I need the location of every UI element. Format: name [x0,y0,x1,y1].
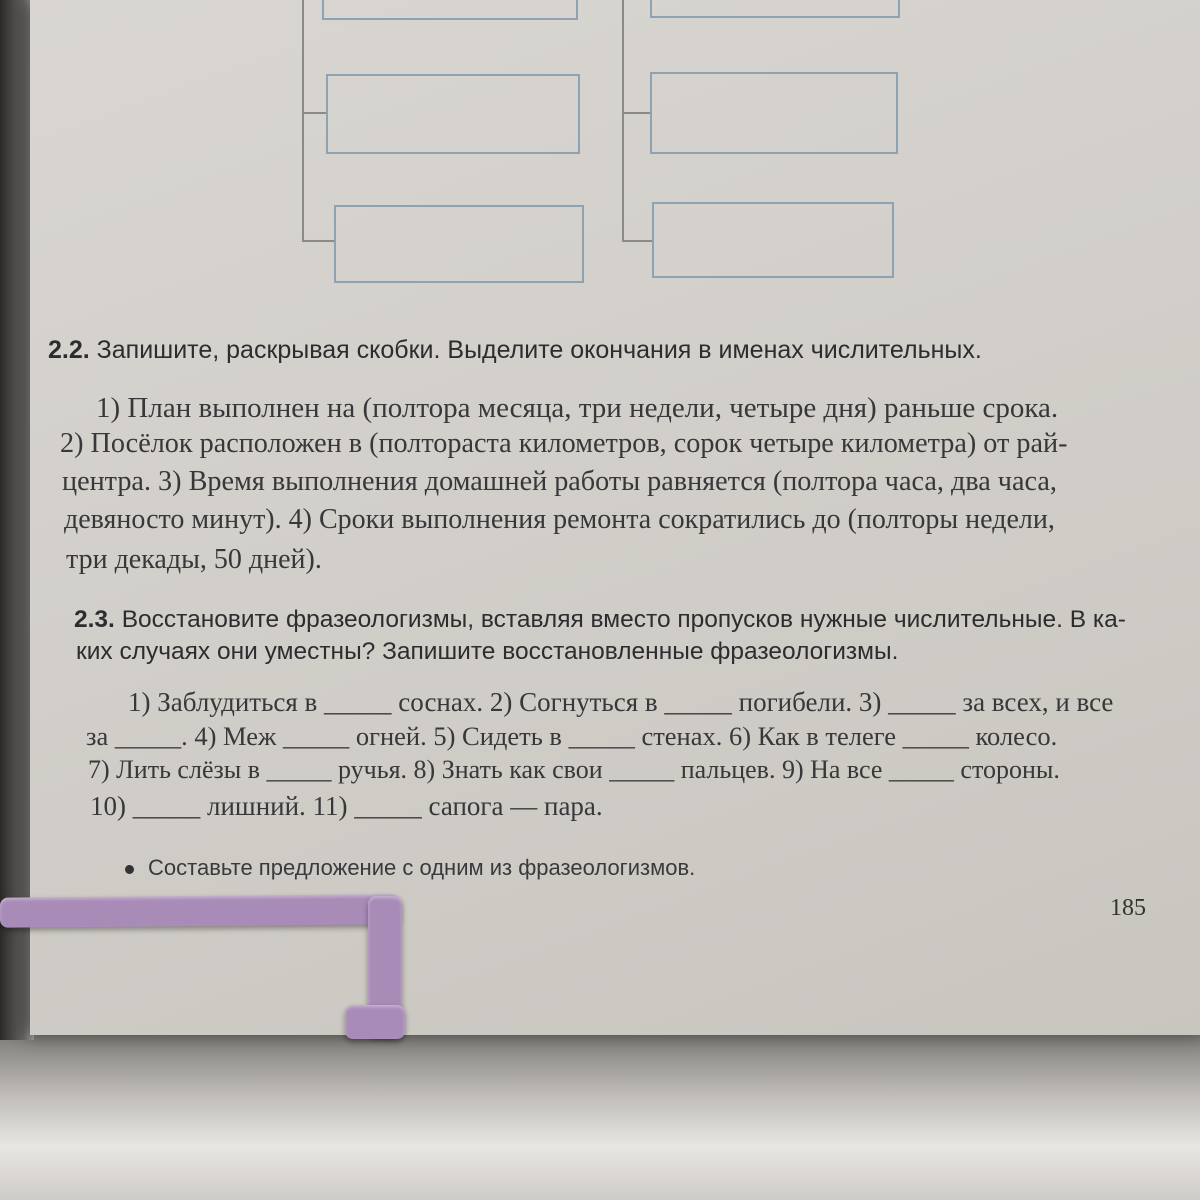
scheme-box [652,202,894,278]
marble-surface [0,1020,1200,1200]
task-2-3-line: 10) _____ лишний. 11) _____ сапога — пара. [90,791,603,821]
clip-top-bar [0,894,400,927]
task-2-2-line: 2) Посёлок расположен в (полтораста километров, сорок четыре километра) от рай- [60,428,1068,459]
scheme-left-branch-2 [302,240,336,242]
scheme-box [650,0,900,18]
scheme-box [650,72,898,154]
scheme-right-branch-1 [622,112,650,114]
task-number: 2.2. [48,336,90,364]
task-2-2-line: девяносто минут). 4) Сроки выполнения ремонта сократились до (полторы недели, [64,504,1055,535]
scheme-left-branch-1 [302,112,328,114]
task-2-2-line: три декады, 50 дней). [66,544,322,575]
scheme-box [334,205,584,283]
task-instruction: Восстановите фразеологизмы, вставляя вместо пропусков нужные числительные. В ка- [121,606,1126,633]
task-2-2-line: центра. 3) Время выполнения домашней работы равняется (полтора часа, два часа, [62,466,1057,497]
task-2-3-heading [74,606,1126,634]
task-2-3-line: 1) Заблудиться в _____ соснах. 2) Согнуться в _____ погибели. 3) _____ за всех, и все [128,687,1114,717]
scheme-right-branch-2 [622,240,652,242]
bullet-text: Составьте предложение с одним из фразеологизмов. [148,855,696,880]
scheme-box [322,0,578,20]
task-2-2-line: 1) План выполнен на (полтора месяца, три недели, четыре дня) раньше срока. [96,392,1059,424]
scheme-diagram [0,0,1200,300]
scheme-box [326,74,580,154]
bullet-dot-icon [125,865,134,874]
clip-inner-arm [345,1005,405,1039]
task-2-3-line: за _____. 4) Меж _____ огней. 5) Сидеть в _____ стенах. 6) Как в телеге _____ колесо. [86,721,1058,751]
scheme-right-trunk [622,0,624,240]
task-instruction: Запишите, раскрывая скобки. Выделите окончания в именах числительных. [96,336,982,364]
task-2-3-line: 7) Лить слёзы в _____ ручья. 8) Знать как свои _____ пальцев. 9) На все _____ стороны. [88,755,1060,784]
page-number: 185 [1110,895,1146,921]
scheme-left-trunk [302,0,304,240]
task-2-2-heading [48,336,982,365]
bullet-item [125,855,695,881]
task-2-3-instruction-line: ких случаях они уместны? Запишите восстановленные фразеологизмы. [76,638,899,665]
task-number: 2.3. [74,606,115,633]
